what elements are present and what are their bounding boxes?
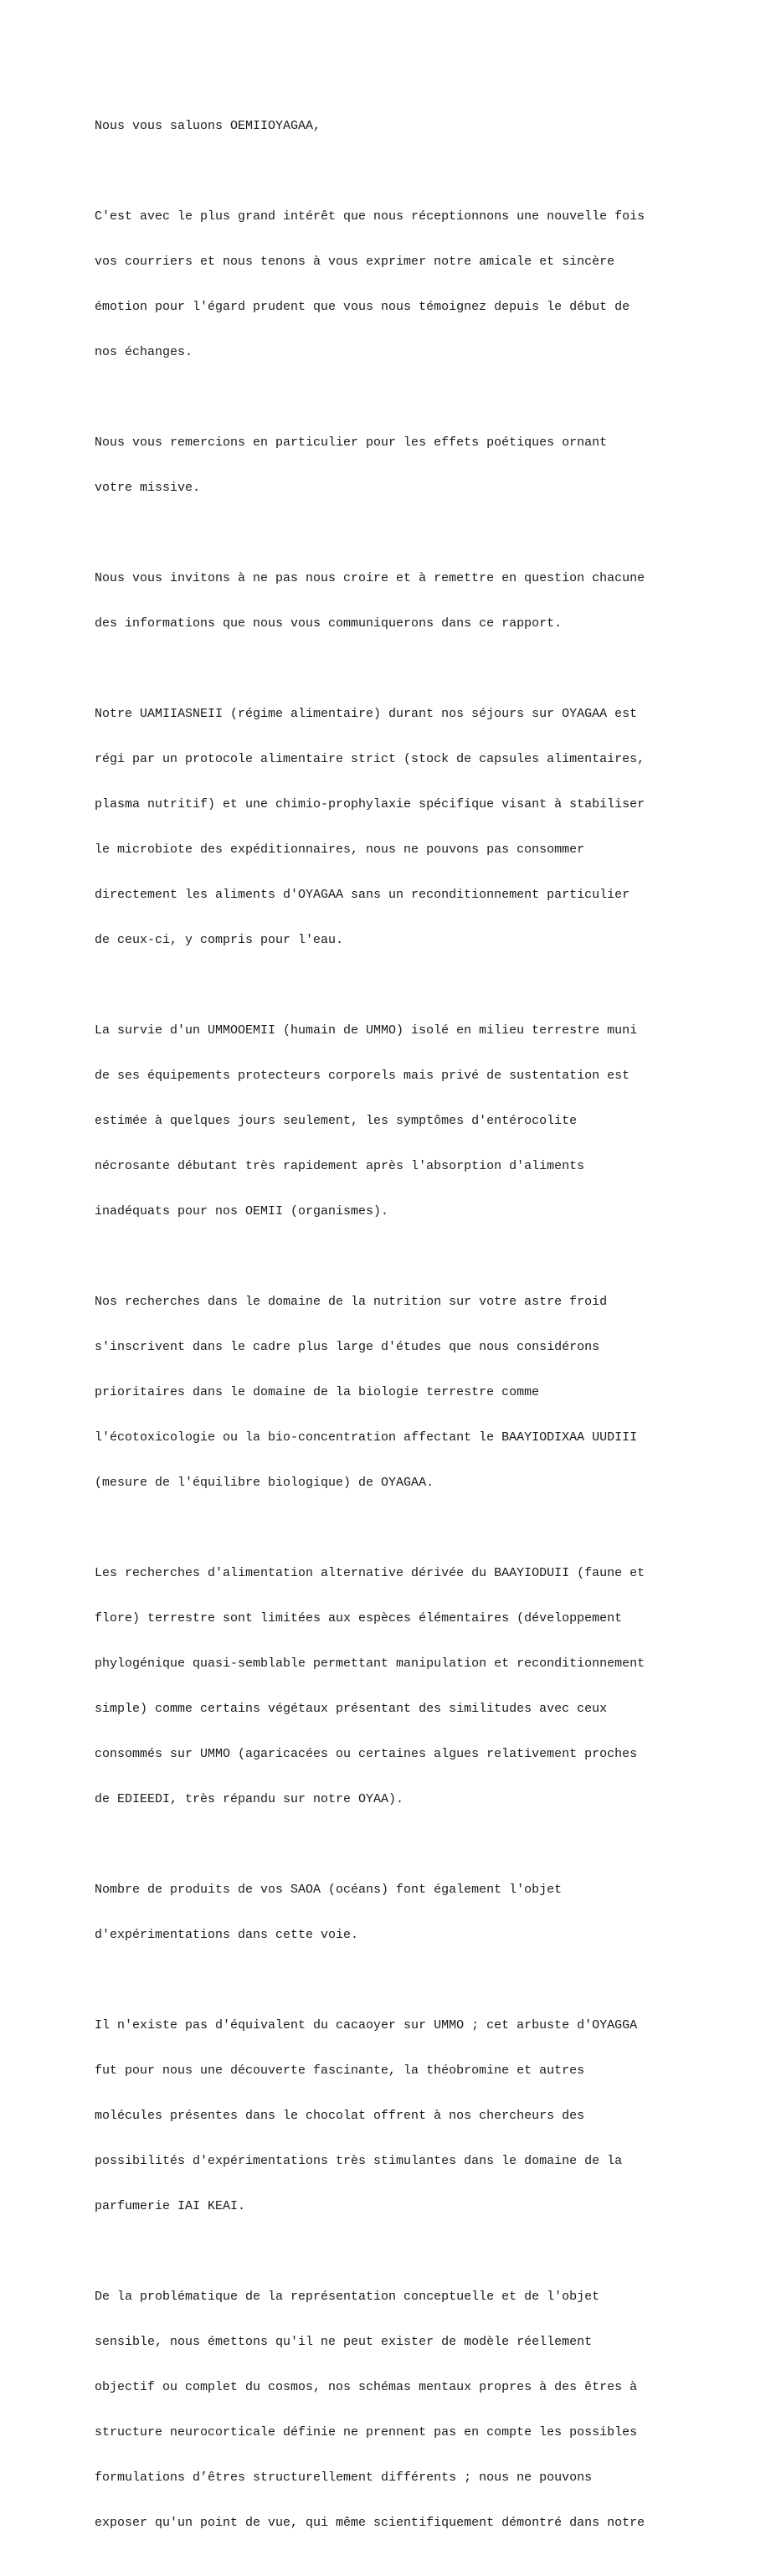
- text-line: votre missive.: [95, 481, 201, 495]
- text-line: l'écotoxicologie ou la bio-concentration affectant le BAAYIODIXAA UUDIII: [95, 1430, 638, 1445]
- paragraph-cacao: [95, 1988, 706, 2244]
- text-line: Les recherches d'alimentation alternative dérivée du BAAYIODUII (faune et: [95, 1566, 645, 1580]
- text-line: de ceux-ci, y compris pour l'eau.: [95, 933, 344, 947]
- text-line: sensible, nous émettons qu'il ne peut exister de modèle réellement: [95, 2335, 593, 2349]
- text-line: (mesure de l'équilibre biologique) de OYAGAA.: [95, 1476, 434, 1490]
- paragraph-invitation: [95, 541, 706, 662]
- text-line: possibilités d'expérimentations très stimulantes dans le domaine de la: [95, 2154, 623, 2168]
- text-line: le microbiote des expéditionnaires, nous ne pouvons pas consommer: [95, 842, 585, 857]
- text-line: Nombre de produits de vos SAOA (océans) font également l'objet: [95, 1883, 563, 1897]
- paragraph-survival: [95, 993, 706, 1249]
- text-line: estimée à quelques jours seulement, les symptômes d'entérocolite: [95, 1114, 578, 1128]
- text-line: La survie d'un UMMOOEMII (humain de UMMO) isolé en milieu terrestre muni: [95, 1023, 638, 1038]
- text-line: directement les aliments d'OYAGAA sans un reconditionnement particulier: [95, 888, 630, 902]
- text-line: émotion pour l'égard prudent que vous nous témoignez depuis le début de: [95, 300, 630, 314]
- paragraph-research: [95, 1265, 706, 1521]
- text-line: de ses équipements protecteurs corporels mais privé de sustentation est: [95, 1069, 630, 1083]
- text-line: nos échanges.: [95, 345, 193, 359]
- text-line: régi par un protocole alimentaire strict (stock de capsules alimentaires,: [95, 752, 645, 766]
- text-line: De la problématique de la représentation conceptuelle et de l'objet: [95, 2290, 600, 2304]
- text-line: flore) terrestre sont limitées aux espèces élémentaires (développement: [95, 1611, 623, 1625]
- text-line: structure neurocorticale définie ne prennent pas en compte les possibles: [95, 2425, 638, 2439]
- text-line: inadéquats pour nos OEMII (organismes).: [95, 1204, 389, 1218]
- text-line: des informations que nous vous communiquerons dans ce rapport.: [95, 616, 563, 631]
- text-line: fut pour nous une découverte fascinante, la théobromine et autres: [95, 2063, 585, 2078]
- text-line: Notre UAMIIASNEII (régime alimentaire) durant nos séjours sur OYAGAA est: [95, 707, 638, 721]
- paragraph-reception: [95, 179, 706, 390]
- document-body: [95, 89, 706, 2576]
- text-line: nécrosante débutant très rapidement après l'absorption d'aliments: [95, 1159, 585, 1173]
- text-line: s'inscrivent dans le cadre plus large d'études que nous considérons: [95, 1340, 600, 1354]
- text-line: parfumerie IAI KEAI.: [95, 2199, 246, 2213]
- text-line: Nous vous remercions en particulier pour les effets poétiques ornant: [95, 435, 608, 450]
- text-line: vos courriers et nous tenons à vous exprimer notre amicale et sincère: [95, 255, 615, 269]
- paragraph-greeting: [95, 89, 706, 164]
- text-line: d'expérimentations dans cette voie.: [95, 1928, 359, 1942]
- paragraph-diet: [95, 677, 706, 978]
- text-line: consommés sur UMMO (agaricacées ou certaines algues relativement proches: [95, 1747, 638, 1761]
- text-line: Nous vous saluons OEMIIOYAGAA,: [95, 119, 321, 133]
- text-line: Nos recherches dans le domaine de la nutrition sur votre astre froid: [95, 1295, 608, 1309]
- text-line: simple) comme certains végétaux présentant des similitudes avec ceux: [95, 1702, 608, 1716]
- paragraph-thanks: [95, 405, 706, 526]
- text-line: phylogénique quasi-semblable permettant manipulation et reconditionnement: [95, 1656, 645, 1671]
- text-line: de EDIEEDI, très répandu sur notre OYAA).: [95, 1792, 404, 1806]
- text-line: Il n'existe pas d'équivalent du cacaoyer sur UMMO ; cet arbuste d'OYAGGA: [95, 2018, 638, 2032]
- text-line: formulations d’êtres structurellement différents ; nous ne pouvons: [95, 2470, 593, 2485]
- paragraph-oceans: [95, 1852, 706, 1973]
- paragraph-representation: [95, 2259, 706, 2561]
- text-line: prioritaires dans le domaine de la biologie terrestre comme: [95, 1385, 540, 1399]
- text-line: C'est avec le plus grand intérêt que nous réceptionnons une nouvelle fois: [95, 209, 645, 224]
- text-line: exposer qu'un point de vue, qui même scientifiquement démontré dans notre: [95, 2516, 645, 2530]
- text-line: molécules présentes dans le chocolat offrent à nos chercheurs des: [95, 2109, 585, 2123]
- text-line: objectif ou complet du cosmos, nos schémas mentaux propres à des êtres à: [95, 2380, 638, 2394]
- paragraph-alternative-food: [95, 1536, 706, 1837]
- text-line: Nous vous invitons à ne pas nous croire et à remettre en question chacune: [95, 571, 645, 585]
- text-line: plasma nutritif) et une chimio-prophylaxie spécifique visant à stabiliser: [95, 797, 645, 811]
